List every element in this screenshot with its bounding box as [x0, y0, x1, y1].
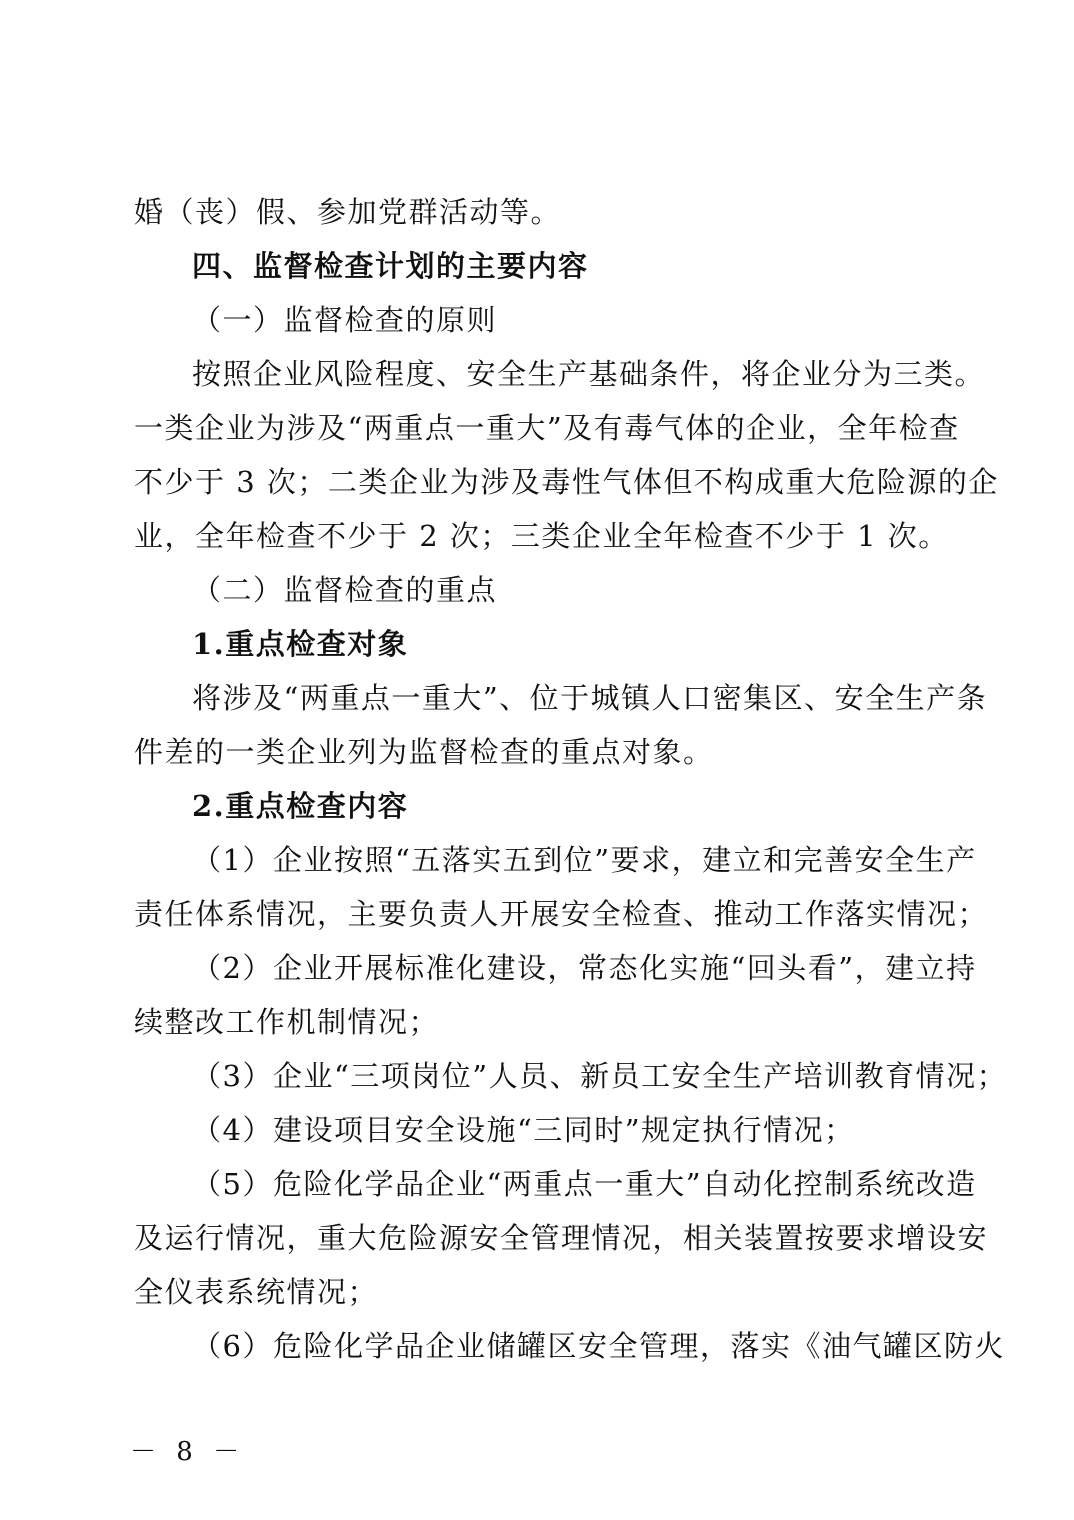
section-heading: 四、监督检查计划的主要内容: [192, 249, 589, 283]
body-text-line: 业，全年检查不少于 2 次；三类企业全年检查不少于 1 次。: [134, 519, 949, 553]
item-heading: 1.重点检查对象: [192, 627, 409, 661]
body-text-line: 按照企业风险程度、安全生产基础条件，将企业分为三类。: [192, 357, 986, 391]
list-item-line: （5）危险化学品企业“两重点一重大”自动化控制系统改造: [192, 1167, 977, 1201]
subsection-heading: （二）监督检查的重点: [192, 573, 498, 607]
list-item-line: 责任体系情况，主要负责人开展安全检查、推动工作落实情况；: [134, 897, 989, 931]
list-item-line: （2）企业开展标准化建设，常态化实施“回头看”，建立持: [192, 951, 977, 985]
list-item-line: （4）建设项目安全设施“三同时”规定执行情况；: [192, 1113, 855, 1147]
body-text-line: 将涉及“两重点一重大”、位于城镇人口密集区、安全生产条: [192, 681, 988, 715]
list-item-line: （6）危险化学品企业储罐区安全管理，落实《油气罐区防火: [192, 1329, 1005, 1363]
subsection-heading: （一）监督检查的原则: [192, 303, 498, 337]
document-body: [134, 185, 1008, 1373]
list-item-line: 及运行情况，重大危险源安全管理情况，相关装置按要求增设安: [134, 1221, 989, 1255]
body-text-line: 不少于 3 次；二类企业为涉及毒性气体但不构成重大危险源的企: [134, 465, 999, 499]
list-item-line: 续整改工作机制情况；: [134, 1005, 440, 1039]
item-heading: 2.重点检查内容: [192, 789, 409, 823]
body-text-line: 一类企业为涉及“两重点一重大”及有毒气体的企业，全年检查: [134, 411, 960, 445]
page-number: － 8 －: [130, 1437, 246, 1467]
body-text-line: 件差的一类企业列为监督检查的重点对象。: [134, 735, 714, 769]
list-item-line: （3）企业“三项岗位”人员、新员工安全生产培训教育情况；: [192, 1059, 1008, 1093]
list-item-line: 全仪表系统情况；: [134, 1275, 379, 1309]
list-item-line: （1）企业按照“五落实五到位”要求，建立和完善安全生产: [192, 843, 977, 877]
body-text-line: 婚（丧）假、参加党群活动等。: [134, 195, 562, 229]
